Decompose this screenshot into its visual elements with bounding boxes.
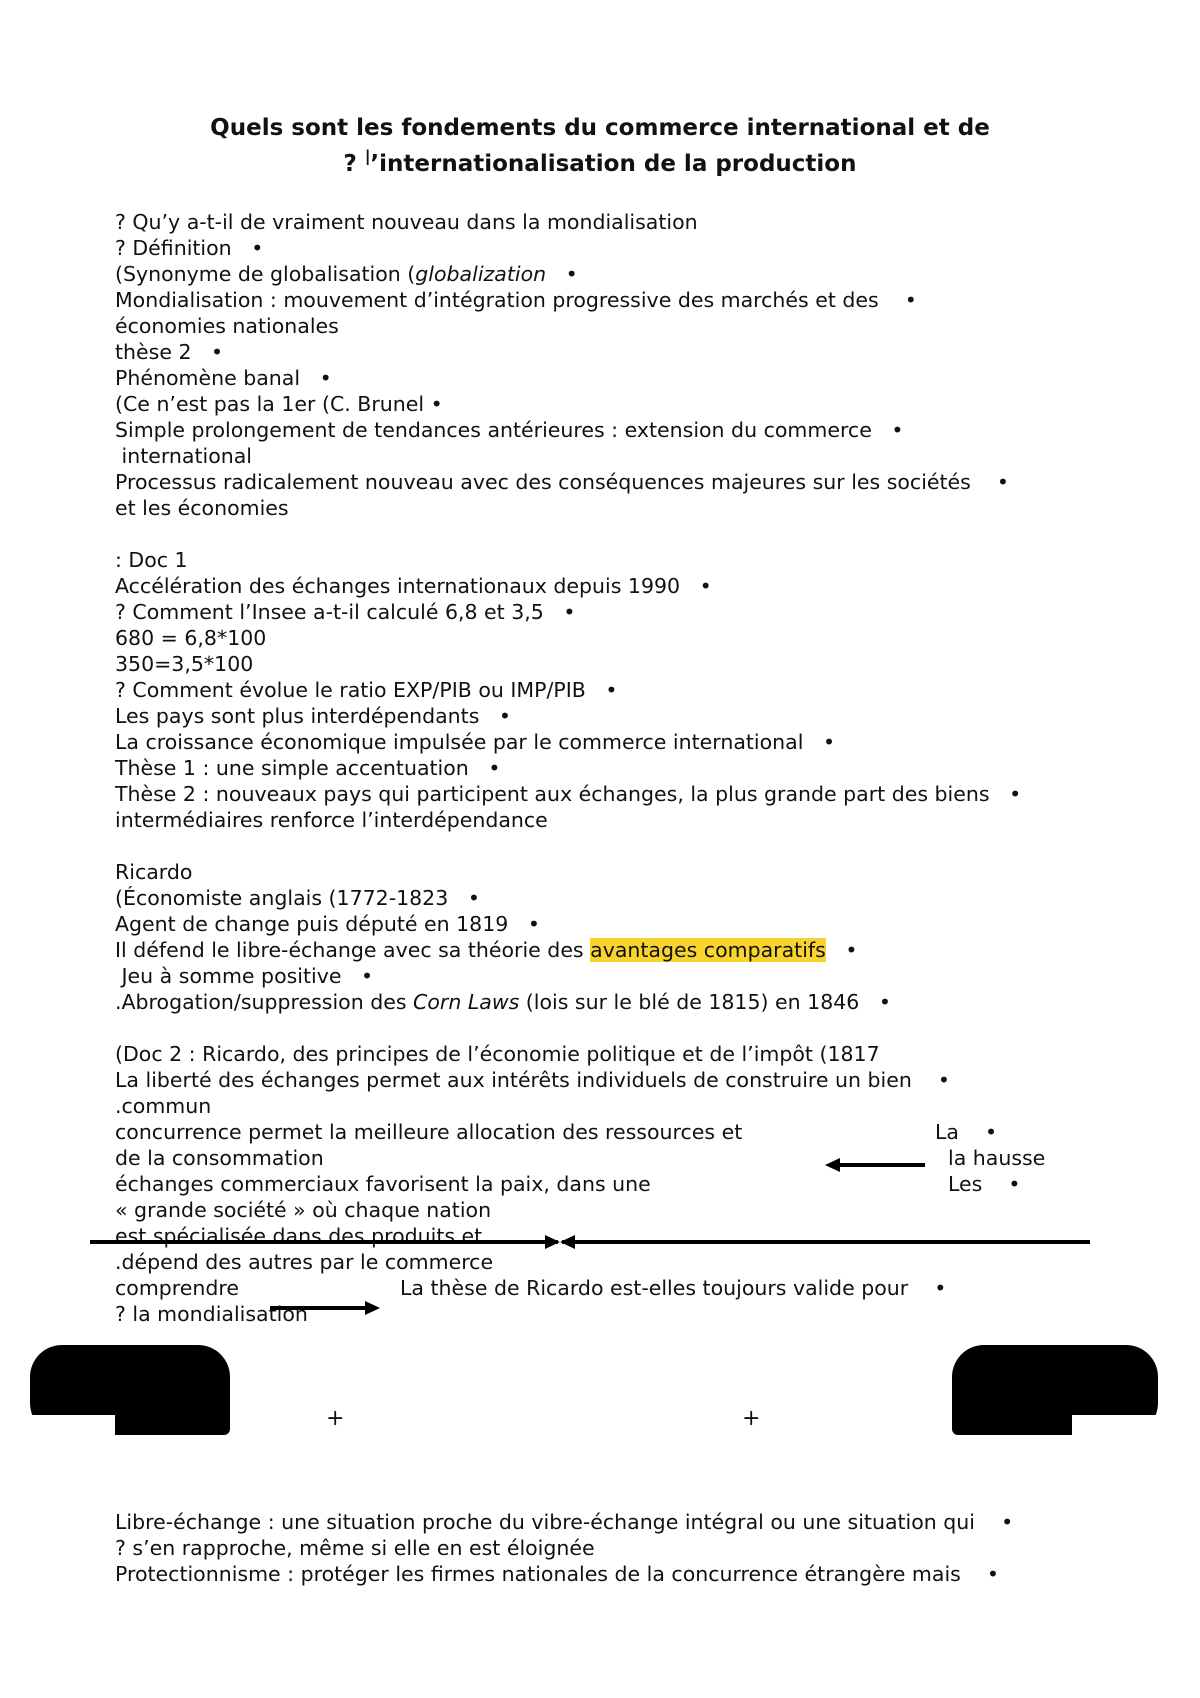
text-line: concurrence permet la meilleure allocation des ressources et	[115, 1120, 743, 1144]
text-segment: (lois sur le blé de 1815) en 1846 •	[519, 990, 891, 1014]
arrow-head-left-icon	[560, 1235, 575, 1249]
document-title-line-2	[0, 146, 1200, 177]
document-title-line-1: Quels sont les fondements du commerce international et de	[210, 115, 990, 141]
small-arrow-right-icon	[365, 1301, 380, 1315]
text-line: Protectionnisme : protéger les firmes nationales de la concurrence étrangère mais •	[115, 1562, 999, 1586]
text-line: (Ce n’est pas la 1er (C. Brunel •	[115, 392, 443, 416]
bullet: •	[825, 938, 858, 962]
text-line: Phénomène banal •	[115, 366, 332, 390]
text-line: : Doc 1	[115, 548, 188, 572]
text-line: ? Comment évolue le ratio EXP/PIB ou IMP/PIB •	[115, 678, 618, 702]
text-line: Ricardo	[115, 860, 193, 884]
italic-term: Corn Laws	[413, 990, 520, 1014]
short-arrow-left-icon	[825, 1158, 840, 1172]
text-line: Mondialisation : mouvement d’intégration progressive des marchés et des •	[115, 288, 917, 312]
text-line: (Économiste anglais (1772-1823 •	[115, 886, 480, 910]
text-line: et les économies	[115, 496, 289, 520]
plus-sign: +	[326, 1406, 345, 1431]
text-line: thèse 2 •	[115, 340, 224, 364]
text-line: international	[115, 444, 253, 468]
text-line: Processus radicalement nouveau avec des conséquences majeures sur les sociétés •	[115, 470, 1010, 494]
bullet: •	[546, 262, 578, 286]
plus-sign: +	[742, 1406, 761, 1431]
text-segment: Il défend le libre-échange avec sa théorie des	[115, 938, 591, 962]
text-line: Libre-échange : une situation proche du vibre-échange intégral ou une situation qui •	[115, 1510, 1014, 1534]
text-line: ? la mondialisation	[115, 1302, 308, 1326]
text-line: est spécialisée dans des produits et	[115, 1224, 483, 1248]
highlighted-term: avantages comparatifs	[590, 938, 826, 962]
text-line: « grande société » où chaque nation	[115, 1198, 492, 1222]
text-line: ? Définition •	[115, 236, 264, 260]
text-line: Accélération des échanges internationaux depuis 1990 •	[115, 574, 712, 598]
text-line	[115, 262, 578, 286]
text-line: de la consommation	[115, 1146, 324, 1170]
text-line: 680 = 6,8*100	[115, 626, 267, 650]
text-line	[115, 990, 891, 1014]
text-line: Les pays sont plus interdépendants •	[115, 704, 512, 728]
text-line: économies nationales	[115, 314, 339, 338]
right-fragment-la: La •	[935, 1120, 998, 1144]
text-segment: .Abrogation/suppression des	[115, 990, 414, 1014]
text-line: ? Comment l’Insee a-t-il calculé 6,8 et 3,5 •	[115, 600, 576, 624]
italic-term: globalization	[415, 262, 547, 286]
text-line: Jeu à somme positive •	[115, 964, 374, 988]
text-line: (Doc 2 : Ricardo, des principes de l’économie politique et de l’impôt (1817	[115, 1042, 880, 1066]
text-line	[115, 938, 857, 962]
text-line: ? Qu’y a-t-il de vraiment nouveau dans la mondialisation	[115, 210, 698, 234]
text-line: Simple prolongement de tendances antérieures : extension du commerce •	[115, 418, 904, 442]
text-line: .commun	[115, 1094, 212, 1118]
redaction-notch-left	[30, 1415, 115, 1435]
redaction-notch-right	[1072, 1415, 1158, 1435]
text-line: 350=3,5*100	[115, 652, 254, 676]
text-line: Thèse 2 : nouveaux pays qui participent aux échanges, la plus grande part des biens •	[115, 782, 1022, 806]
text-line: ? s’en rapproche, même si elle en est éloignée	[115, 1536, 595, 1560]
right-fragment-la-hausse: la hausse	[948, 1146, 1046, 1170]
title-text: ’internationalisation de la production	[370, 151, 857, 177]
text-line: intermédiaires renforce l’interdépendance	[115, 808, 548, 832]
arrow-head-right-icon	[545, 1235, 560, 1249]
title-mark: l	[364, 146, 371, 170]
text-line: Agent de change puis député en 1819 •	[115, 912, 540, 936]
text-line: échanges commerciaux favorisent la paix, dans une	[115, 1172, 651, 1196]
ricardo-question: La thèse de Ricardo est-elles toujours valide pour •	[400, 1276, 947, 1300]
text-line: La liberté des échanges permet aux intérêts individuels de construire un bien •	[115, 1068, 950, 1092]
title-prefix: ?	[343, 151, 365, 177]
text-line: Thèse 1 : une simple accentuation •	[115, 756, 501, 780]
text-line: La croissance économique impulsée par le commerce international •	[115, 730, 836, 754]
right-fragment-les: Les •	[948, 1172, 1021, 1196]
text-line: comprendre	[115, 1276, 239, 1300]
text-segment: (Synonyme de globalisation (	[115, 262, 416, 286]
text-line: .dépend des autres par le commerce	[115, 1250, 494, 1274]
